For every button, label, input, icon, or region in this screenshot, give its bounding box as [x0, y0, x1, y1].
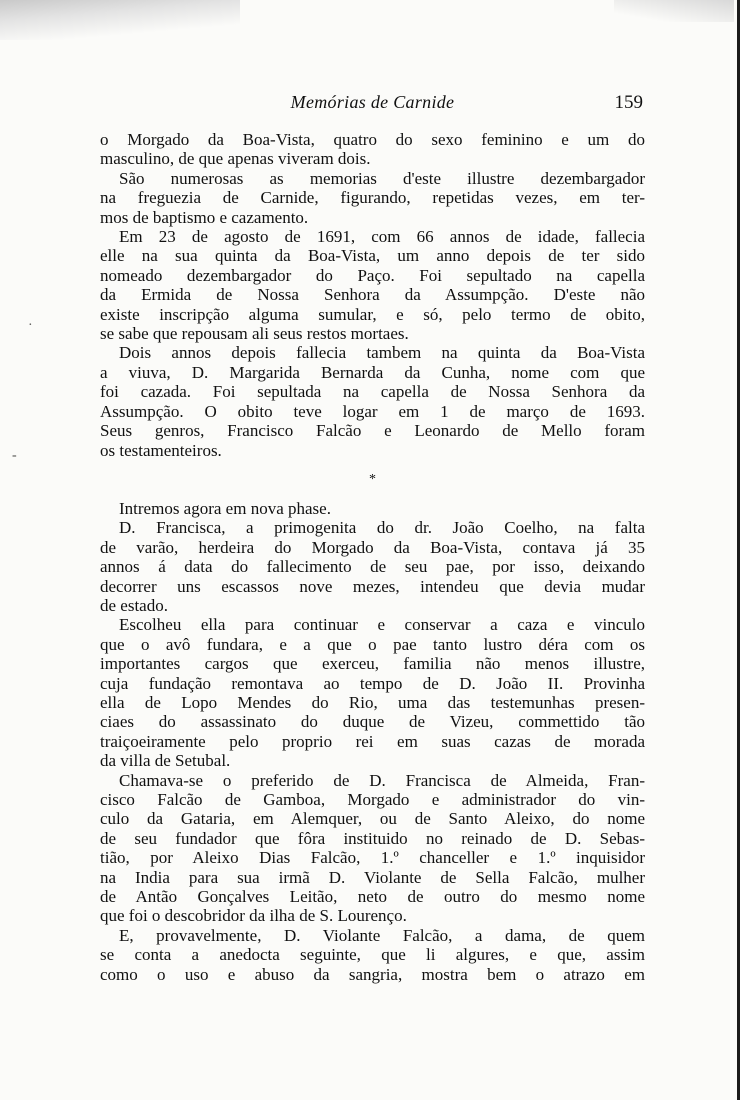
text-line: da villa de Setubal. [100, 751, 231, 771]
text-line: nomeado dezembargador do Paço. Foi sepultado na capella [100, 265, 645, 285]
text-line: D. Francisca, a primogenita do dr. João Coelho, na falta [119, 518, 645, 538]
text-line: ella de Lopo Mendes do Rio, uma das testemunhas presen- [100, 692, 645, 712]
text-line: da Ermida de Nossa Senhora da Assumpção. D'este não [100, 285, 645, 305]
text-line: de varão, herdeira do Morgado da Boa-Vista, contava já 35 [100, 537, 645, 557]
text-line: se sabe que repousam ali seus restos mortaes. [100, 324, 409, 344]
text-line: Dois annos depois fallecia tambem na quinta da Boa-Vista [119, 343, 645, 363]
text-line: Assumpção. O obito teve logar em 1 de março de 1693. [100, 401, 645, 421]
text-line: foi cazada. Foi sepultada na capella de Nossa Senhora da [100, 382, 645, 402]
text-line: São numerosas as memorias d'este illustre dezembargador [119, 168, 645, 188]
text-line: os testamenteiros. [100, 440, 222, 460]
text-line: ciaes do assassinato do duque de Vizeu, commettido tão [100, 712, 645, 732]
text-line: a viuva, D. Margarida Bernarda da Cunha, nome com que [100, 362, 645, 382]
text-line: masculino, de que apenas viveram dois. [100, 149, 371, 169]
text-line: culo da Gataria, em Alemquer, ou de Santo Aleixo, do nome [100, 809, 645, 829]
text-line: Escolheu ella para continuar e conservar a caza e vinculo [119, 615, 645, 635]
text-line: annos á data do fallecimento de seu pae, por isso, deixando [100, 557, 645, 577]
text-line: existe inscripção alguma sumular, e só, pelo termo de obito, [100, 304, 645, 324]
text-line: na freguezia de Carnide, figurando, repetidas vezes, em ter- [100, 188, 645, 208]
text-line: de seu fundador que fôra instituido no reinado de D. Sebas- [100, 828, 645, 848]
margin-mark-dash: - [12, 448, 17, 463]
text-line: como o uso e abuso da sangria, mostra bem o atrazo em [100, 964, 645, 984]
text-line: que o avô fundara, e a que o pae tanto lustro déra com os [100, 634, 645, 654]
text-line: o Morgado da Boa-Vista, quatro do sexo feminino e um do [100, 130, 645, 149]
text-line: Chamava-se o preferido de D. Francisca de Almeida, Fran- [119, 770, 645, 790]
section-separator: * [369, 471, 376, 487]
text-line: E, provavelmente, D. Violante Falcão, a dama, de quem [119, 925, 645, 945]
text-line: tião, por Aleixo Dias Falcão, 1.º chanceller e 1.º inquisidor [100, 848, 645, 868]
text-line: que foi o descobridor da ilha de S. Lourenço. [100, 906, 407, 926]
text-line: se conta a anedocta seguinte, que li algures, e que, assim [100, 945, 645, 965]
text-line: importantes cargos que exerceu, familia não menos illustre, [100, 654, 645, 674]
text-line: Intremos agora em nova phase. [119, 498, 331, 518]
scan-shadow [0, 0, 240, 40]
scan-shadow-right [614, 0, 734, 22]
text-line: cisco Falcão de Gamboa, Morgado e administrador do vin- [100, 790, 645, 809]
running-header [100, 92, 645, 116]
body-text [100, 130, 645, 984]
text-line: na India para sua irmã D. Violante de Sella Falcão, mulher [100, 867, 645, 887]
margin-mark: · [28, 318, 33, 333]
text-line: decorrer uns escassos nove mezes, intendeu que devia mudar [100, 576, 645, 596]
text-line: de Antão Gonçalves Leitão, neto de outro do mesmo nome [100, 887, 645, 907]
text-line: mos de baptismo e cazamento. [100, 207, 309, 227]
running-title: Memórias de Carnide [290, 92, 455, 112]
text-line: cuja fundação remontava ao tempo de D. João II. Provinha [100, 673, 645, 693]
text-line: Em 23 de agosto de 1691, com 66 annos de idade, fallecia [119, 227, 645, 247]
text-line: de estado. [100, 595, 168, 615]
text-line: Seus genros, Francisco Falcão e Leonardo de Mello foram [100, 421, 645, 441]
text-line: traiçoeiramente pelo proprio rei em suas cazas de morada [100, 731, 645, 751]
text-line: elle na sua quinta da Boa-Vista, um anno depois de ter sido [100, 246, 645, 266]
page-number: 159 [614, 92, 643, 113]
